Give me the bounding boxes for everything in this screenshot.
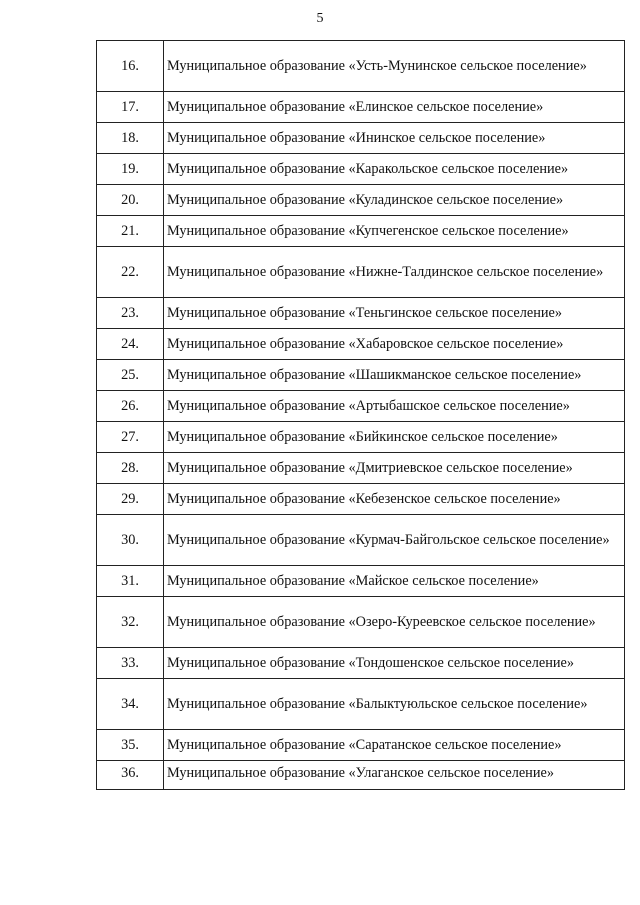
row-number: 16. xyxy=(97,41,164,92)
row-number: 30. xyxy=(97,515,164,566)
table-row xyxy=(97,484,625,515)
row-name: Муниципальное образование «Хабаровское сельское поселение» xyxy=(164,329,625,360)
row-name: Муниципальное образование «Балыктуюльское сельское поселение» xyxy=(164,679,625,730)
table-row xyxy=(97,679,625,730)
table-row xyxy=(97,298,625,329)
row-number: 25. xyxy=(97,360,164,391)
row-name: Муниципальное образование «Дмитриевское сельское поселение» xyxy=(164,453,625,484)
row-number: 35. xyxy=(97,730,164,761)
row-number: 18. xyxy=(97,123,164,154)
table-row xyxy=(97,154,625,185)
table-row xyxy=(97,247,625,298)
row-name: Муниципальное образование «Тондошенское сельское поселение» xyxy=(164,648,625,679)
row-name: Муниципальное образование «Теньгинское сельское поселение» xyxy=(164,298,625,329)
row-name: Муниципальное образование «Артыбашское сельское поселение» xyxy=(164,391,625,422)
row-name: Муниципальное образование «Елинское сельское поселение» xyxy=(164,92,625,123)
row-name: Муниципальное образование «Саратанское сельское поселение» xyxy=(164,730,625,761)
row-name: Муниципальное образование «Майское сельское поселение» xyxy=(164,566,625,597)
page-number: 5 xyxy=(316,11,324,26)
row-number: 36. xyxy=(97,761,164,790)
table-row xyxy=(97,92,625,123)
row-number: 19. xyxy=(97,154,164,185)
table-row xyxy=(97,761,625,790)
row-name: Муниципальное образование «Улаганское сельское поселение» xyxy=(164,761,625,790)
table-row xyxy=(97,422,625,453)
row-number: 24. xyxy=(97,329,164,360)
row-number: 33. xyxy=(97,648,164,679)
row-number: 17. xyxy=(97,92,164,123)
table-row xyxy=(97,360,625,391)
row-number: 20. xyxy=(97,185,164,216)
row-name: Муниципальное образование «Кебезенское сельское поселение» xyxy=(164,484,625,515)
table-row xyxy=(97,453,625,484)
row-number: 27. xyxy=(97,422,164,453)
row-number: 34. xyxy=(97,679,164,730)
row-name: Муниципальное образование «Ининское сельское поселение» xyxy=(164,123,625,154)
row-name: Муниципальное образование «Купчегенское сельское поселение» xyxy=(164,216,625,247)
row-name: Муниципальное образование «Усть-Мунинское сельское поселение» xyxy=(164,41,625,92)
municipal-formations-table xyxy=(96,40,625,790)
table-row xyxy=(97,185,625,216)
table-row xyxy=(97,597,625,648)
row-name: Муниципальное образование «Озеро-Куреевское сельское поселение» xyxy=(164,597,625,648)
row-number: 22. xyxy=(97,247,164,298)
row-number: 26. xyxy=(97,391,164,422)
row-number: 31. xyxy=(97,566,164,597)
row-number: 28. xyxy=(97,453,164,484)
row-name: Муниципальное образование «Бийкинское сельское поселение» xyxy=(164,422,625,453)
table-row xyxy=(97,216,625,247)
row-name: Муниципальное образование «Курмач-Байгольское сельское поселение» xyxy=(164,515,625,566)
table-row xyxy=(97,41,625,92)
row-name: Муниципальное образование «Куладинское сельское поселение» xyxy=(164,185,625,216)
table-row xyxy=(97,123,625,154)
row-number: 32. xyxy=(97,597,164,648)
row-number: 29. xyxy=(97,484,164,515)
table-row xyxy=(97,566,625,597)
table-row xyxy=(97,391,625,422)
table-row xyxy=(97,648,625,679)
row-name: Муниципальное образование «Каракольское сельское поселение» xyxy=(164,154,625,185)
row-number: 21. xyxy=(97,216,164,247)
row-name: Муниципальное образование «Шашикманское сельское поселение» xyxy=(164,360,625,391)
table-row xyxy=(97,515,625,566)
row-name: Муниципальное образование «Нижне-Талдинское сельское поселение» xyxy=(164,247,625,298)
table-row xyxy=(97,329,625,360)
table-row xyxy=(97,730,625,761)
row-number: 23. xyxy=(97,298,164,329)
